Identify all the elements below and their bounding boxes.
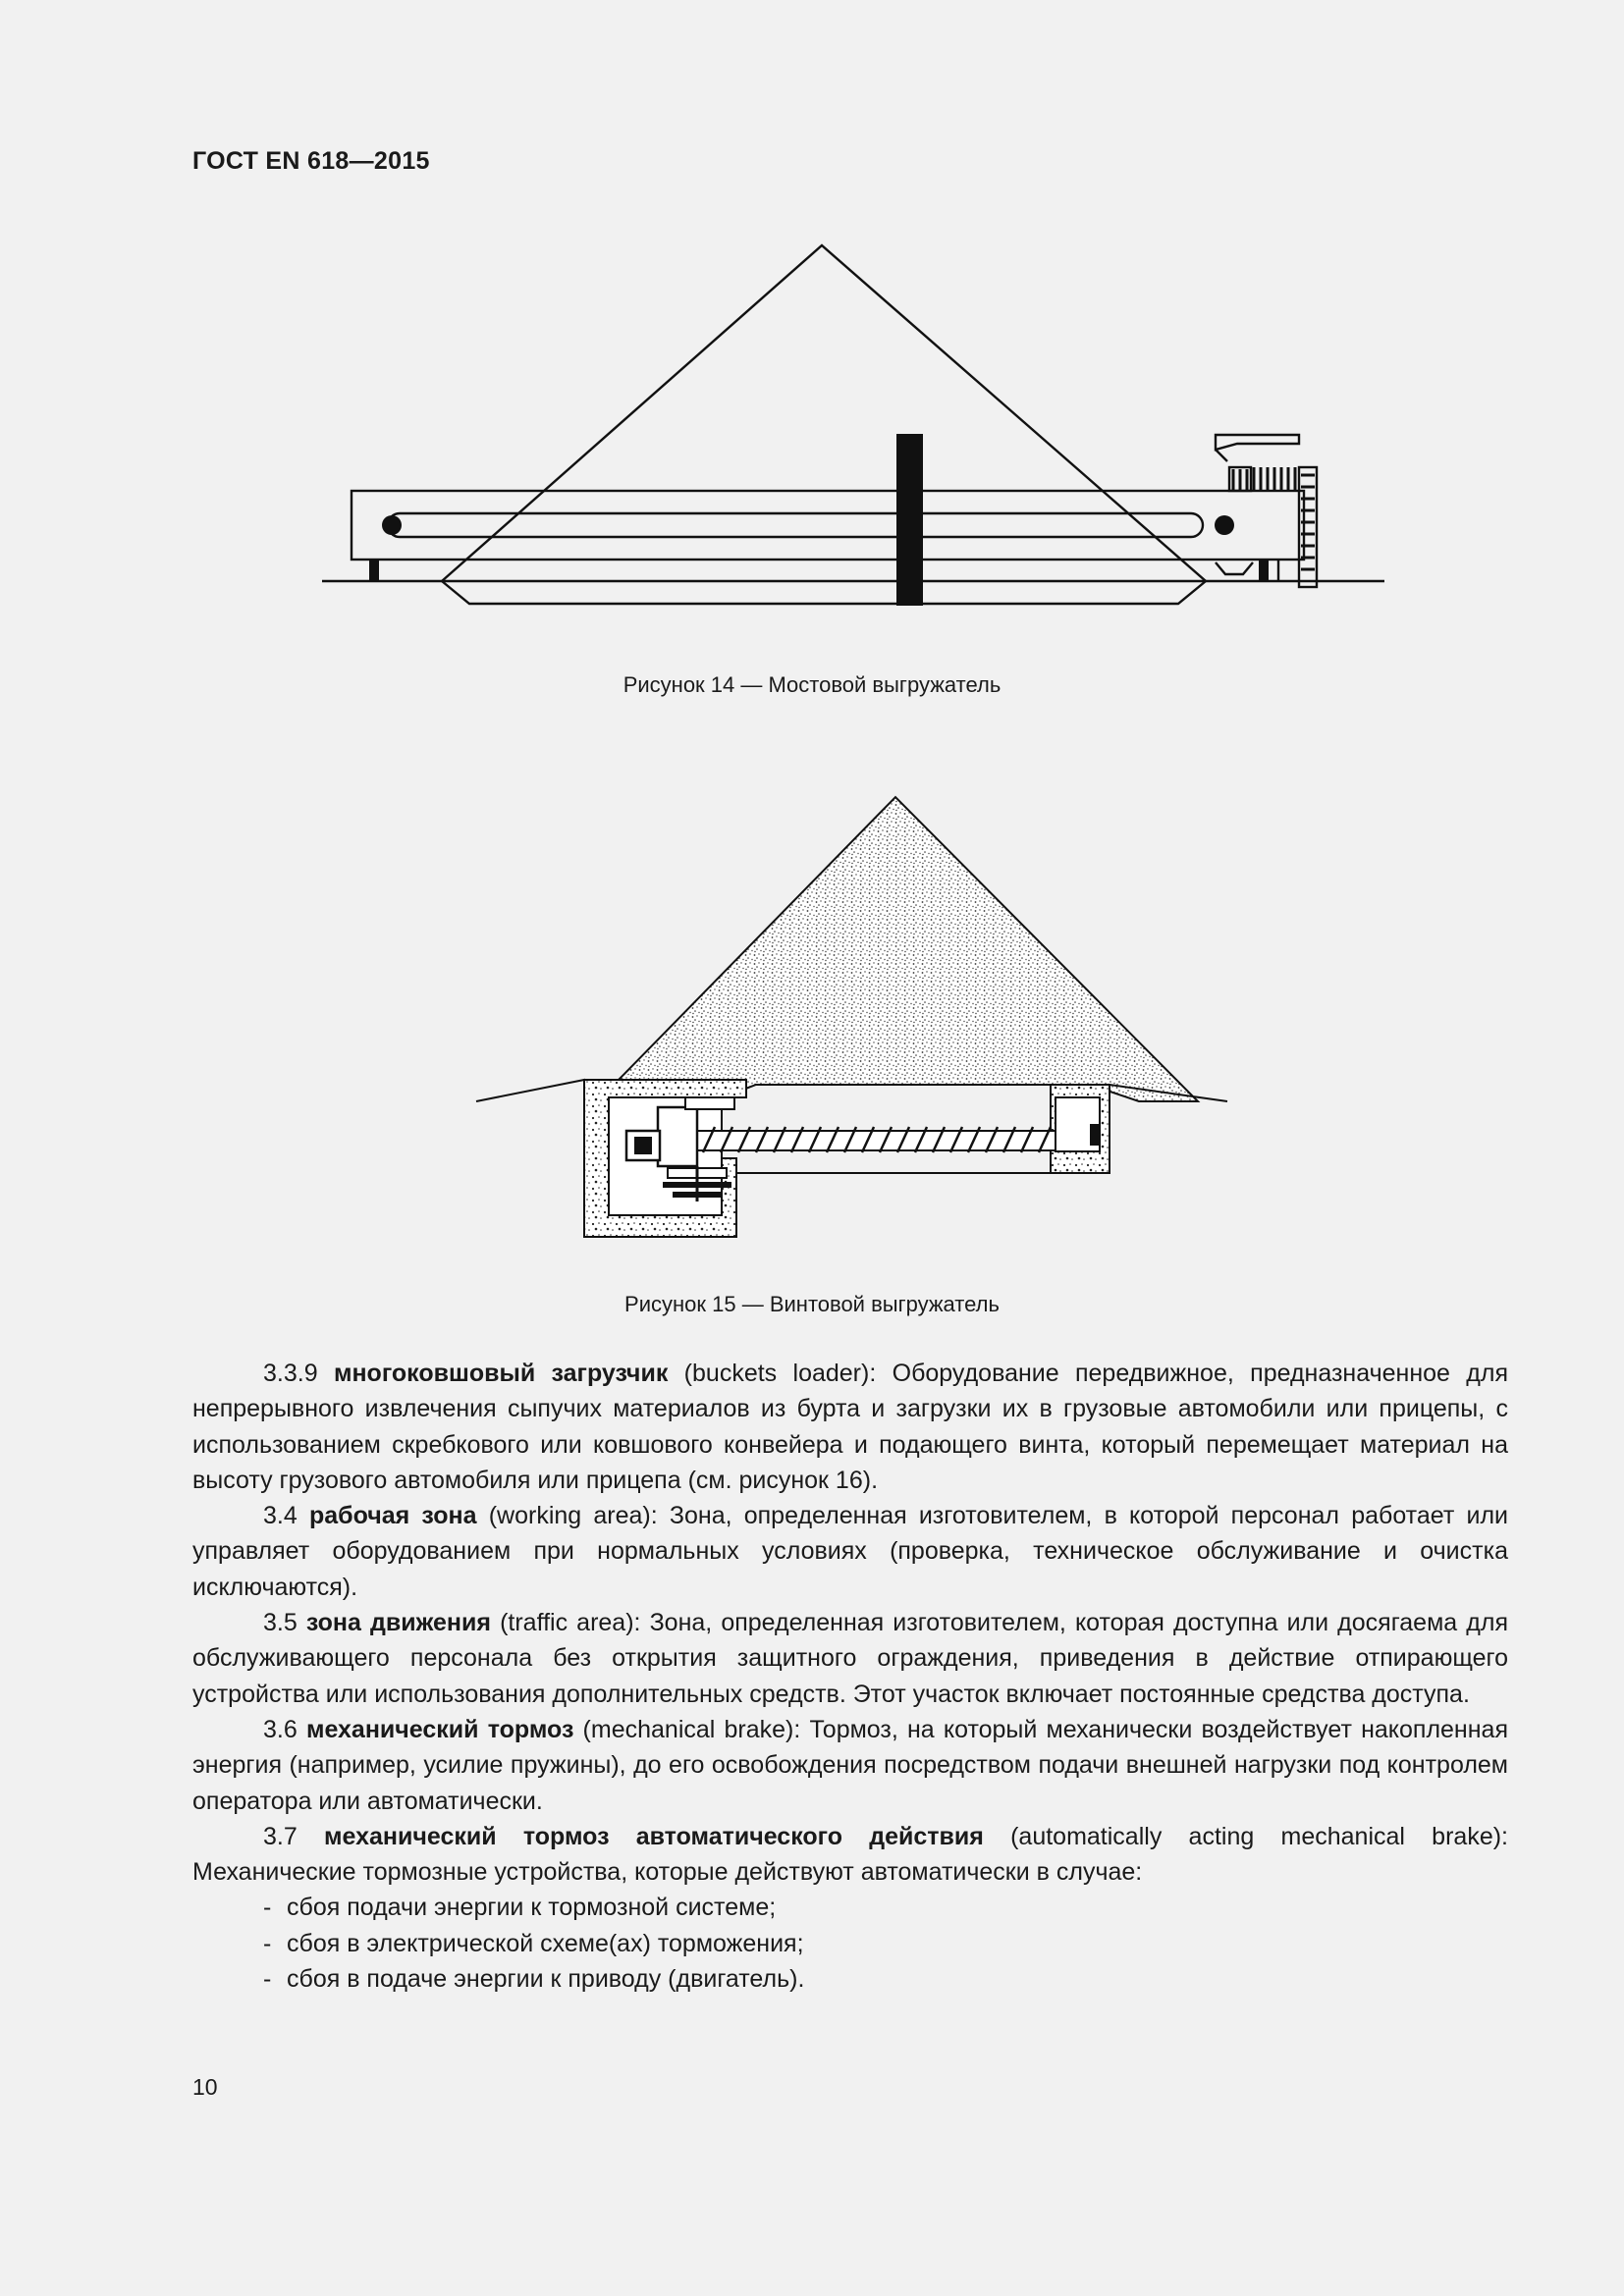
figure-14-caption: Рисунок 14 — Мостовой выгружатель (623, 672, 1001, 697)
list-item: - сбоя подачи энергии к тормозной системе; (192, 1890, 1508, 1925)
list-item: - сбоя в электрической схеме(ах) торможения; (192, 1926, 1508, 1961)
section-term: механический тормоз автоматического действия (324, 1822, 984, 1850)
section-body: (traffic area): Зона, определенная изготовителем, которая доступна или досягаема для обслуживающего персонала без открытия защитного ограждения, приведения в действие отпирающего устройства или использования дополнительных средств. Этот участок включает постоянные средства доступа. (192, 1609, 1508, 1708)
section-3-7 (192, 1819, 1508, 1891)
list-marker: - (263, 1929, 272, 1957)
failure-cases-list (192, 1890, 1508, 1997)
section-body: (working area): Зона, определенная изготовителем, в которой персонал работает или управляет оборудованием при нормальных условиях (проверка, техническое обслуживание и очистка исключаются). (192, 1502, 1508, 1601)
section-number: 3.5 (263, 1609, 298, 1637)
body-text (192, 1356, 1508, 1997)
screw-unloader-drawing (461, 785, 1247, 1256)
right-wheel (1215, 515, 1234, 535)
section-body: (buckets loader): Оборудование передвижное, предназначенное для непрерывного извлечения сыпучих материалов из бурта и загрузки их в грузовые автомобили или прицепы, с использованием скребкового или ковшового конвейера и подающего винта, который перемещает материал на высоту грузового автомобиля или прицепа (см. рисунок 16). (192, 1360, 1508, 1494)
bridge-unloader-drawing (314, 236, 1394, 628)
section-term: многоковшовый загрузчик (333, 1360, 669, 1387)
sand-pile (619, 797, 1198, 1101)
list-marker: - (263, 1894, 272, 1922)
section-3-4 (192, 1498, 1508, 1605)
center-column (896, 434, 923, 606)
document-header: ГОСТ EN 618—2015 (192, 147, 430, 175)
section-term: рабочая зона (308, 1502, 477, 1530)
page-number: 10 (192, 2074, 218, 2100)
pile-outline (442, 245, 1206, 604)
section-number: 3.6 (263, 1715, 298, 1743)
section-3-5 (192, 1605, 1508, 1712)
section-body: (mechanical brake): Тормоз, на который механически воздействует накопленная энергия (например, усилие пружины), до его освобождения посредством подачи внешней нагрузки под контролем оператора или автоматически. (192, 1715, 1508, 1815)
list-item: - сбоя в подаче энергии к приводу (двигатель). (192, 1961, 1508, 1997)
list-marker: - (263, 1965, 272, 1994)
conveyor-belt (388, 513, 1203, 537)
left-wheel (382, 515, 402, 535)
bridge-beam (352, 491, 1304, 560)
section-body: (automatically acting mechanical brake): Механические тормозные устройства, которые действуют автоматически в случае: (192, 1822, 1508, 1887)
section-term: зона движения (305, 1609, 491, 1637)
drive-unit (658, 1107, 697, 1166)
section-term: механический тормоз (305, 1715, 574, 1743)
hopper (1216, 435, 1299, 450)
section-number: 3.4 (263, 1502, 298, 1530)
section-3-6 (192, 1712, 1508, 1819)
figure-15-caption: Рисунок 15 — Винтовой выгружатель (624, 1292, 1000, 1316)
figure-screw-unloader (461, 785, 1247, 1256)
section-3-3-9 (192, 1356, 1508, 1498)
figure-bridge-unloader (314, 236, 1394, 628)
section-number: 3.7 (263, 1822, 298, 1850)
section-number: 3.3.9 (263, 1360, 318, 1387)
